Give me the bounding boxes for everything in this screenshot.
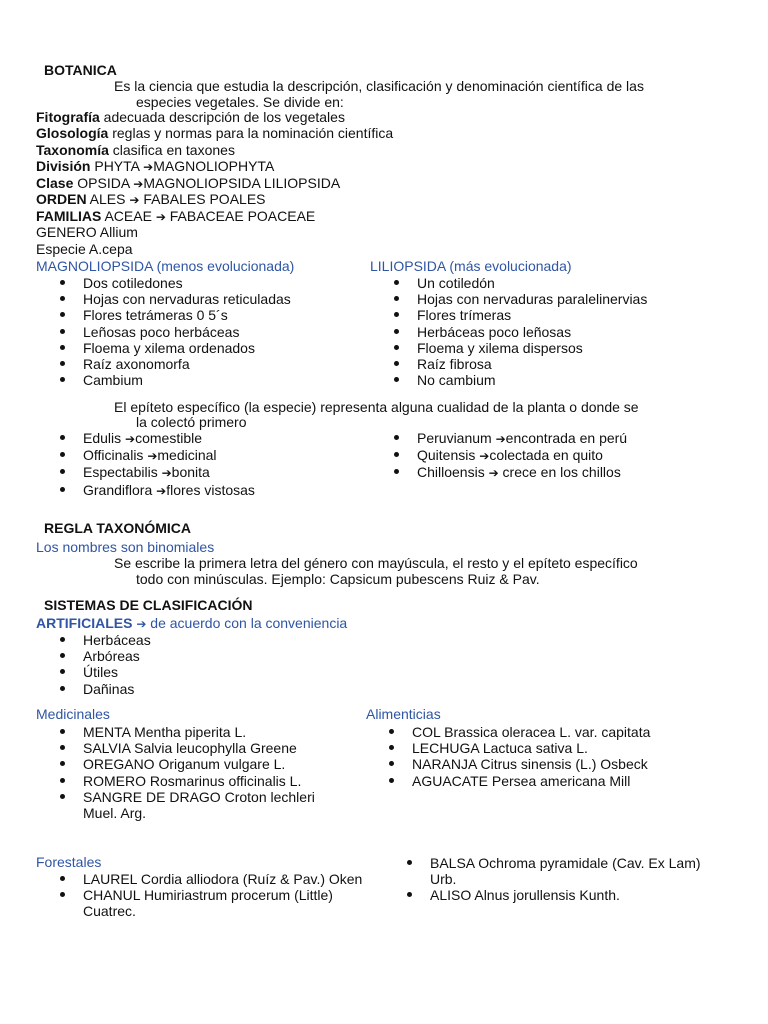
common-name: OREGANO <box>83 756 159 773</box>
list-item: Floema y xilema dispersos <box>393 340 647 356</box>
arrow-icon: ➔ <box>479 449 490 464</box>
list-item <box>59 464 255 481</box>
scientific-name: Persea americana Mill <box>491 772 631 789</box>
magnoliopsida-heading: MAGNOLIOPSIDA (menos evolucionada) <box>36 258 295 274</box>
scientific-name-continued: Muel. Arg. <box>83 805 147 822</box>
scientific-name: Citrus sinensis (L.) Osbeck <box>480 756 648 773</box>
definition-text: reglas y normas para la nominación científica <box>108 125 394 141</box>
epithet-name: Officinalis <box>83 447 148 464</box>
epithet-meaning: medicinal <box>157 447 217 464</box>
definition-fitografia <box>36 109 345 125</box>
common-name: LAUREL <box>83 871 141 887</box>
arrow-icon: ➔ <box>156 483 167 498</box>
alimenticias-heading: Alimenticias <box>366 706 441 722</box>
artificiales-text: de acuerdo con la conveniencia <box>146 615 348 631</box>
epithet-name: Chilloensis <box>417 464 489 481</box>
hierarchy-suffix: OPSIDA <box>73 175 134 191</box>
hierarchy-term: Clase <box>36 175 74 191</box>
common-name: MENTA <box>83 724 135 740</box>
list-item: Floema y xilema ordenados <box>59 340 291 356</box>
list-item <box>388 740 650 756</box>
list-item: Raíz axonomorfa <box>59 356 291 372</box>
list-item <box>388 756 650 772</box>
arrow-icon: ➔ <box>143 160 154 174</box>
scientific-name: Humiriastrum procerum (Little) <box>143 887 333 904</box>
common-name: ROMERO <box>83 772 150 789</box>
hierarchy-clase <box>36 175 340 192</box>
list-item <box>59 887 362 919</box>
list-item: Flores tetrámeras 0 5´s <box>59 307 291 323</box>
scientific-name: Alnus jorullensis Kunth. <box>474 887 620 904</box>
common-name: COL <box>412 724 445 740</box>
arrow-icon: ➔ <box>129 193 140 207</box>
list-item <box>59 482 255 499</box>
list-item <box>59 773 315 789</box>
epithet-name: Quitensis <box>417 447 480 464</box>
scientific-name: Brassica oleracea L. var. capitata <box>444 724 651 740</box>
artificiales-list <box>59 632 151 697</box>
hierarchy-term: División <box>36 158 91 174</box>
list-item: Leñosas poco herbáceas <box>59 324 291 340</box>
scientific-name: Ochroma pyramidale (Cav. Ex Lam) <box>478 855 701 871</box>
botanica-title: BOTANICA <box>44 62 117 78</box>
scientific-name: Lactuca sativa L. <box>482 740 588 757</box>
magnoliopsida-list <box>59 275 291 388</box>
list-item <box>59 756 315 772</box>
common-name: ALISO <box>430 887 475 904</box>
liliopsida-heading: LILIOPSIDA (más evolucionada) <box>370 258 572 274</box>
list-item: Dos cotiledones <box>59 275 291 291</box>
list-item <box>59 740 315 756</box>
epiteto-left-list <box>59 430 255 499</box>
hierarchy-suffix: ACEAE <box>101 208 156 224</box>
hierarchy-familias <box>36 208 315 225</box>
epithet-meaning: bonita <box>171 464 210 481</box>
regla-line-2: todo con minúsculas. Ejemplo: Capsicum pubescens Ruiz & Pav. <box>136 571 540 587</box>
epiteto-right-list <box>393 430 627 482</box>
hierarchy-term: ORDEN <box>36 191 87 207</box>
definition-term: Fitografía <box>36 109 100 125</box>
list-item: Hojas con nervaduras paralelinervias <box>393 291 647 307</box>
list-item: Flores trímeras <box>393 307 647 323</box>
list-item: Raíz fibrosa <box>393 356 647 372</box>
definition-taxonomia <box>36 142 235 158</box>
arrow-icon: ➔ <box>147 449 158 464</box>
hierarchy-result: MAGNOLIOPSIDA LILIOPSIDA <box>143 175 341 191</box>
arrow-icon: ➔ <box>155 210 166 224</box>
hierarchy-result: MAGNOLIOPHYTA <box>153 158 275 174</box>
forestales-left-list <box>59 871 362 920</box>
scientific-name: Rosmarinus officinalis L. <box>149 772 302 789</box>
intro-line-2: especies vegetales. Se divide en: <box>136 94 344 110</box>
definition-text: clasifica en taxones <box>108 142 235 158</box>
list-item: No cambium <box>393 372 647 388</box>
arrow-icon: ➔ <box>488 466 499 481</box>
scientific-name-continued: Urb. <box>430 871 457 888</box>
epiteto-line-2: la colectó primero <box>136 414 247 430</box>
epithet-name: Grandiflora <box>83 481 157 498</box>
epithet-meaning: encontrada en perú <box>505 430 628 446</box>
epithet-name: Edulis <box>83 430 126 446</box>
list-item: Un cotiledón <box>393 275 647 291</box>
scientific-name-continued: Cuatrec. <box>83 903 136 920</box>
scientific-name: Origanum vulgare L. <box>158 756 286 773</box>
liliopsida-list <box>393 275 647 388</box>
arrow-icon: ➔ <box>136 617 147 631</box>
definition-text: adecuada descripción de los vegetales <box>99 109 345 125</box>
artificiales-line <box>36 615 347 632</box>
common-name: AGUACATE <box>412 772 492 789</box>
forestales-right-list <box>406 855 701 904</box>
list-item <box>59 724 315 740</box>
artificiales-label: ARTIFICIALES <box>36 615 133 631</box>
list-item <box>406 855 701 887</box>
common-name: BALSA <box>430 855 479 871</box>
common-name: CHANUL <box>83 887 144 904</box>
definition-glosologia <box>36 125 393 141</box>
arrow-icon: ➔ <box>161 466 172 481</box>
regla-title: REGLA TAXONÓMICA <box>44 520 191 536</box>
alimenticias-list <box>388 724 650 789</box>
intro-line-1: Es la ciencia que estudia la descripción, clasificación y denominación científica de las <box>114 78 644 94</box>
epithet-meaning: flores vistosas <box>166 481 255 498</box>
scientific-name: Croton lechleri <box>224 788 315 805</box>
list-item <box>393 464 627 481</box>
list-item: Hojas con nervaduras reticuladas <box>59 291 291 307</box>
hierarchy-division <box>36 158 274 175</box>
list-item: Herbáceas <box>59 632 151 648</box>
scientific-name: Salvia leucophylla Greene <box>134 740 297 757</box>
hierarchy-term: FAMILIAS <box>36 208 102 224</box>
list-item: Arbóreas <box>59 648 151 664</box>
genero-line: GENERO Allium <box>36 224 138 240</box>
arrow-icon: ➔ <box>125 432 136 446</box>
scientific-name: Cordia alliodora (Ruíz & Pav.) Oken <box>140 871 363 887</box>
epithet-name: Peruvianum <box>417 430 496 446</box>
hierarchy-orden <box>36 191 266 208</box>
sistemas-title: SISTEMAS DE CLASIFICACIÓN <box>44 597 253 613</box>
definition-term: Glosología <box>36 125 109 141</box>
hierarchy-suffix: PHYTA <box>90 158 144 174</box>
list-item <box>388 773 650 789</box>
common-name: SANGRE DE DRAGO <box>83 788 225 805</box>
list-item: Herbáceas poco leñosas <box>393 324 647 340</box>
list-item <box>393 447 627 464</box>
list-item: Dañinas <box>59 681 151 697</box>
epithet-name: Espectabilis <box>83 464 162 481</box>
definition-term: Taxonomía <box>36 142 109 158</box>
medicinales-list <box>59 724 315 821</box>
list-item <box>406 887 701 903</box>
hierarchy-result: FABALES POALES <box>139 191 266 207</box>
regla-subtitle: Los nombres son binomiales <box>36 539 215 555</box>
common-name: SALVIA <box>83 740 135 757</box>
regla-line-1: Se escribe la primera letra del género con mayúscula, el resto y el epíteto específico <box>114 555 638 571</box>
hierarchy-result: FABACEAE POACEAE <box>165 208 316 224</box>
list-item <box>393 430 627 447</box>
epithet-meaning: crece en los chillos <box>498 464 621 481</box>
list-item <box>59 430 255 447</box>
scientific-name: Mentha piperita L. <box>134 724 247 740</box>
arrow-icon: ➔ <box>495 432 506 446</box>
medicinales-heading: Medicinales <box>36 706 110 722</box>
arrow-icon: ➔ <box>133 177 144 191</box>
common-name: LECHUGA <box>412 740 483 757</box>
common-name: NARANJA <box>412 756 481 773</box>
list-item <box>59 447 255 464</box>
list-item <box>59 789 315 821</box>
especie-line: Especie A.cepa <box>36 241 133 257</box>
list-item <box>388 724 650 740</box>
forestales-heading: Forestales <box>36 854 102 870</box>
hierarchy-suffix: ALES <box>86 191 130 207</box>
epithet-meaning: comestible <box>135 430 203 446</box>
list-item: Útiles <box>59 664 151 680</box>
epiteto-line-1: El epíteto específico (la especie) representa alguna cualidad de la planta o donde se <box>114 399 639 415</box>
list-item <box>59 871 362 887</box>
list-item: Cambium <box>59 372 291 388</box>
epithet-meaning: colectada en quito <box>489 447 603 464</box>
